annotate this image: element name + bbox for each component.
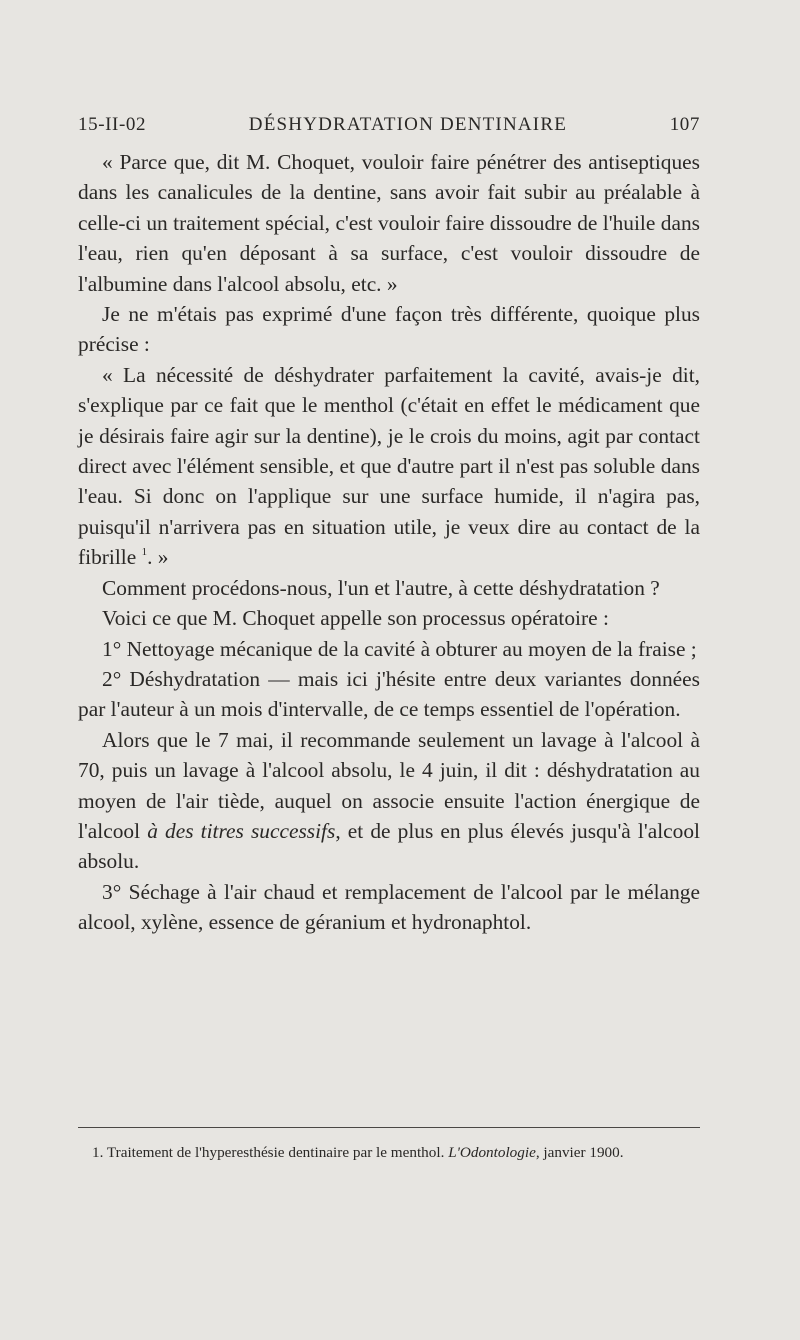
dates-text: Alors que le 7 mai, il recommande seulement un lavage à l'alcool à 70, puis un lavage à l'alcool absolu, le 4 juin, il dit : déshydratation au moyen de l'air tiède, auquel on associe ensuite l'action énergique de l'alcool <box>78 727 700 843</box>
paragraph-dates <box>78 725 700 877</box>
step-2: 2° Déshydratation — mais ici j'hésite entre deux variantes données par l'auteur à un mois d'intervalle, de ce temps essentiel de l'opération. <box>78 666 700 722</box>
footnote-reference[interactable]: 1 <box>141 546 148 559</box>
page-number: 107 <box>669 114 700 135</box>
header-date: 15-II-02 <box>78 114 147 135</box>
quote-end: . » <box>147 545 169 570</box>
running-header <box>78 114 700 136</box>
header-title: DÉSHYDRATATION DENTINAIRE <box>248 114 567 135</box>
paragraph-process-intro: Voici ce que M. Choquet appelle son processus opératoire : <box>102 606 609 631</box>
step-3: 3° Séchage à l'air chaud et remplacement de l'alcool par le mélange alcool, xylène, essence de géranium et hydronaphtol. <box>78 879 700 935</box>
italic-phrase: à des titres successifs <box>147 818 336 843</box>
quote-text: « La nécessité de déshydrater parfaitement la cavité, avais-je dit, s'explique par ce fait que le menthol (c'était en effet le médicament que je désirais faire agir sur la dentine), je le crois du moins, agit par contact direct avec l'élément sensible, et que d'autre part il n'est pas soluble dans l'eau. Si donc on l'applique sur une surface humide, il n'agira pas, puisqu'il n'arrivera pas en situation utile, je veux dire au contact de la fibrille <box>78 362 700 570</box>
footnote <box>78 1142 700 1165</box>
paragraph-question: Comment procédons-nous, l'un et l'autre, à cette déshydratation ? <box>102 575 660 600</box>
paragraph-quote-choquet: « Parce que, dit M. Choquet, vouloir faire pénétrer des antiseptiques dans les canalicules de la dentine, sans avoir fait subir au préalable à celle-ci un traitement spécial, c'est vouloir faire dissoudre de l'huile dans l'eau, rien qu'en déposant à sa surface, c'est vouloir dissoudre de l'albumine dans l'alcool absolu, etc. » <box>78 150 700 296</box>
paragraph-response: Je ne m'étais pas exprimé d'une façon très différente, quoique plus précise : <box>78 302 700 357</box>
footnote-journal: L'Odontologie <box>448 1144 536 1161</box>
footnote-text: Traitement de l'hyperesthésie dentinaire par le menthol. <box>106 1144 445 1161</box>
footnote-text-end: , janvier 1900. <box>535 1144 624 1161</box>
footnote-rule <box>78 1127 700 1128</box>
body-text <box>78 147 700 938</box>
paragraph-quote-author <box>78 360 700 573</box>
step-1: 1° Nettoyage mécanique de la cavité à obturer au moyen de la fraise ; <box>102 636 697 661</box>
footnote-number: 1. <box>92 1144 104 1161</box>
dates-text-end: , et de plus en plus élevés jusqu'à l'alcool absolu. <box>78 818 700 874</box>
